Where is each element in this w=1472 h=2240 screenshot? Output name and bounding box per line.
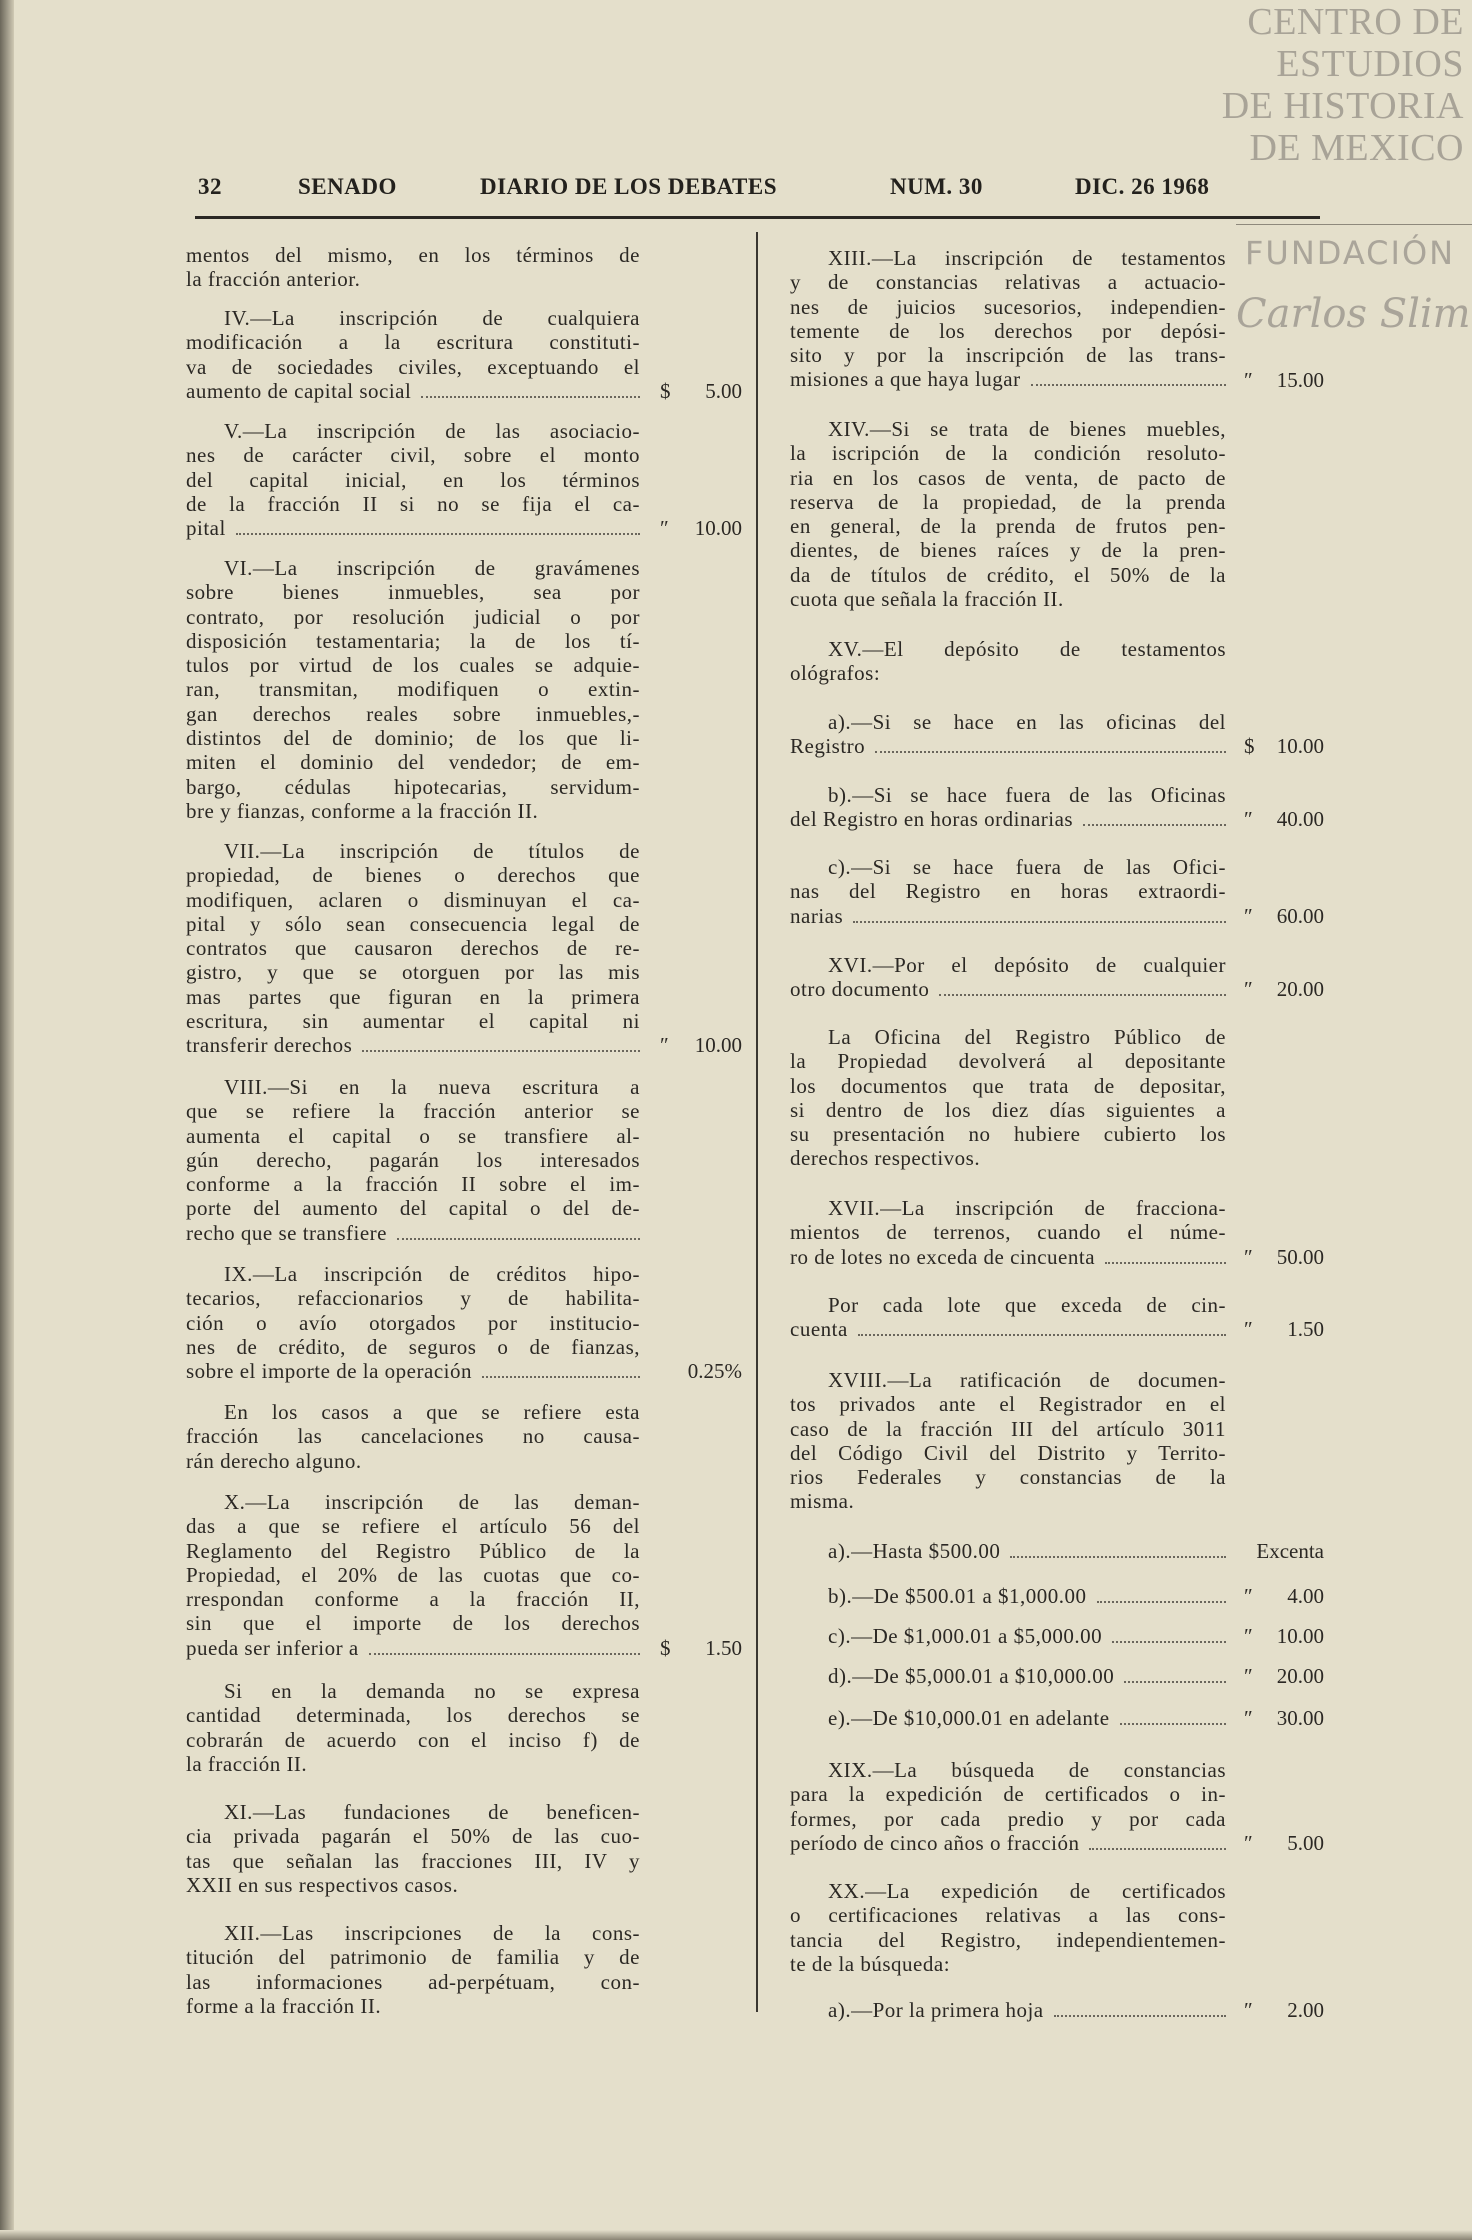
fee-prefix: $ [660, 378, 671, 403]
text-line: la fracción anterior. [186, 267, 361, 292]
text-line [790, 977, 1226, 1001]
text-line: XIII.—La inscripción de testamentos [828, 246, 1226, 270]
text-line: sobre bienes inmuebles, sea por [186, 580, 640, 605]
text-line: escritura, sin aumentar el capital ni [186, 1009, 640, 1034]
fee-value: 30.00 [1276, 1706, 1324, 1730]
dot-leader [1105, 1261, 1226, 1264]
text-line: das a que se refiere el artículo 56 del [186, 1514, 640, 1539]
fee-prefix: ″ [1244, 1624, 1253, 1648]
text-line-content: otro documento [790, 977, 930, 1002]
text-line: te de la búsqueda: [790, 1951, 951, 1976]
text-line: XXII en sus respectivos casos. [186, 1872, 459, 1897]
text-line: cantidad determinada, los derechos se [186, 1703, 640, 1728]
paragraph-xiii [790, 246, 1226, 392]
fee-value: 1.50 [705, 1635, 742, 1660]
dot-leader [939, 993, 1226, 996]
text-line [790, 1317, 1226, 1341]
text-line: nes de crédito, de seguros o de fianzas, [186, 1334, 640, 1359]
text-line: gistro, y que se otorguen por las mis [186, 960, 640, 985]
text-line: tancia del Registro, independientemen- [790, 1927, 1226, 1952]
dot-leader [1089, 1847, 1226, 1850]
fee-prefix: $ [660, 1635, 671, 1660]
text-line: ria en los casos de venta, de pacto de [790, 465, 1226, 490]
fee-value: 4.00 [1287, 1584, 1324, 1608]
text-line: XIX.—La búsqueda de constancias [828, 1758, 1226, 1782]
fee-prefix: ″ [1244, 367, 1253, 392]
text-line: mientos de terrenos, cuando el núme- [790, 1220, 1226, 1245]
text-line [186, 1359, 640, 1383]
fee-value: 0.25% [687, 1359, 742, 1384]
text-line: XI.—Las fundaciones de beneficen- [224, 1800, 640, 1824]
dot-leader [1010, 1555, 1226, 1558]
text-line: gún derecho, pagarán los interesados [186, 1147, 640, 1172]
text-line-content: período de cinco años o fracción [790, 1830, 1080, 1855]
fee-value: 10.00 [1276, 1624, 1324, 1648]
text-line: Reglamento del Registro Público de la [186, 1538, 640, 1563]
text-line: mentos del mismo, en los términos de [186, 243, 640, 267]
text-line: caso de la fracción III del artículo 3011 [790, 1416, 1226, 1441]
text-line: si dentro de los diez días siguientes a [790, 1097, 1226, 1122]
text-line: VIII.—Si en la nueva escritura a [224, 1075, 640, 1099]
text-line: de la fracción II si no se fija el ca- [186, 491, 640, 516]
fee-amount [1244, 1584, 1324, 1608]
dot-leader [1031, 383, 1226, 386]
text-line: XII.—Las inscripciones de la cons- [224, 1921, 640, 1945]
page-number: 32 [198, 174, 222, 199]
text-line: dientes, de bienes raíces y de la pren- [790, 538, 1226, 563]
text-line: y de constancias relativas a actuacio- [790, 270, 1226, 295]
text-line: b).—Si se hace fuera de las Oficinas [828, 783, 1226, 807]
text-line: la iscripción de la condición resoluto- [790, 441, 1226, 466]
text-line [790, 904, 1226, 928]
text-line: IV.—La inscripción de cualquiera [224, 306, 640, 330]
dot-leader [1124, 1680, 1226, 1683]
text-line: del Código Civil del Distrito y Territo- [790, 1440, 1226, 1465]
text-line-content: a).—Por la primera hoja [828, 1998, 1044, 2022]
fee-value: Excenta [1256, 1539, 1324, 1563]
text-line-content: pital [186, 516, 226, 541]
dot-leader [1112, 1640, 1226, 1643]
text-line [186, 1221, 640, 1245]
text-line: la fracción II. [186, 1751, 308, 1776]
text-line: sin que el importe de los derechos [186, 1611, 640, 1636]
text-line [790, 1539, 1226, 1563]
fee-value: 15.00 [1276, 367, 1324, 392]
paragraph-ix [186, 1262, 640, 1383]
fee-prefix: ″ [660, 516, 669, 541]
text-line: XVII.—La inscripción de fracciona- [828, 1196, 1226, 1220]
text-line [790, 1245, 1226, 1269]
text-line: derechos respectivos. [790, 1146, 981, 1171]
text-line-content: misiones a que haya lugar [790, 367, 1021, 392]
fee-amount [1244, 1317, 1324, 1341]
paragraph-viii [186, 1075, 640, 1245]
text-line: XV.—El depósito de testamentos [828, 637, 1226, 661]
paragraph-xv [790, 637, 1226, 686]
text-line [186, 516, 640, 540]
text-line: ológrafos: [790, 661, 881, 686]
fee-value: 50.00 [1276, 1244, 1324, 1269]
text-line-content: d).—De $5,000.01 a $10,000.00 [828, 1664, 1115, 1688]
text-line [790, 1664, 1226, 1688]
fee-value: 10.00 [694, 1033, 742, 1058]
fee-amount [1244, 807, 1324, 831]
text-line: titución del patrimonio de familia y de [186, 1945, 640, 1970]
text-line: rrespondan conforme a la fracción II, [186, 1587, 640, 1612]
fee-prefix: $ [1244, 734, 1255, 759]
text-line-content: b).—De $500.01 a $1,000.00 [828, 1584, 1087, 1608]
text-line: XVIII.—La ratificación de documen- [828, 1368, 1226, 1392]
paragraph-ix-note [186, 1400, 640, 1473]
fee-amount [660, 1033, 742, 1057]
dot-leader [1097, 1600, 1226, 1603]
text-line: tecarios, refaccionarios y de habilita- [186, 1286, 640, 1311]
paragraph-xv-a [790, 710, 1226, 759]
dot-leader [1083, 823, 1226, 826]
text-line: Propiedad, el 20% de las cuotas que co- [186, 1562, 640, 1587]
fee-value: 1.50 [1287, 1317, 1324, 1342]
fee-prefix: ″ [1244, 1706, 1253, 1730]
dot-leader [853, 920, 1226, 923]
text-line [790, 807, 1226, 831]
fee-value: 20.00 [1276, 977, 1324, 1002]
dot-leader [369, 1652, 640, 1655]
fee-prefix: ″ [1244, 1317, 1253, 1342]
text-line-content: narias [790, 903, 844, 928]
text-line [790, 1998, 1226, 2022]
text-line: disposición testamentaria; la de los tí- [186, 628, 640, 653]
fee-value: 60.00 [1276, 903, 1324, 928]
text-line: propiedad, de bienes o derechos que [186, 863, 640, 888]
text-line-content: ro de lotes no exceda de cincuenta [790, 1244, 1096, 1269]
paragraph-xii [186, 1921, 640, 2018]
text-line: tulos por virtud de los cuales se adquie- [186, 653, 640, 678]
text-line-content: c).—De $1,000.01 a $5,000.00 [828, 1624, 1103, 1648]
fee-prefix: ″ [1244, 1584, 1253, 1608]
paragraph-xvii-b [790, 1293, 1226, 1342]
dot-leader [875, 750, 1226, 753]
text-line [790, 1706, 1226, 1730]
fee-amount [660, 379, 742, 403]
text-line: VII.—La inscripción de títulos de [224, 839, 640, 863]
text-line: misma. [790, 1489, 855, 1514]
text-line: cuota que señala la fracción II. [790, 587, 1064, 612]
text-line: en general, de la prenda de frutos pen- [790, 514, 1226, 539]
text-line: tas que señalan las fracciones III, IV y [186, 1848, 640, 1873]
paragraph-xviii-b [790, 1584, 1226, 1608]
text-line: nas del Registro en horas extraordi- [790, 879, 1226, 904]
text-line: contratos que causaron derechos de re- [186, 936, 640, 961]
text-line: Por cada lote que exceda de cin- [828, 1293, 1226, 1317]
paragraph-x [186, 1490, 640, 1660]
fee-prefix: ″ [660, 1033, 669, 1058]
text-line: cia privada pagarán el 50% de las cuo- [186, 1824, 640, 1849]
publication-title: DIARIO DE LOS DEBATES [480, 174, 778, 199]
fee-prefix: ″ [1244, 903, 1253, 928]
paragraph-v [186, 419, 640, 540]
fee-amount [1244, 734, 1324, 758]
watermark-line: DE MEXICO [1249, 127, 1464, 169]
fee-prefix: ″ [1244, 1998, 1253, 2022]
text-line: las informaciones ad-perpétuam, con- [186, 1969, 640, 1994]
text-line: distintos del de dominio; de los que li- [186, 726, 640, 751]
paragraph-xviii-e [790, 1706, 1226, 1730]
scan-edge-left [0, 0, 14, 2240]
text-line: VI.—La inscripción de gravámenes [224, 556, 640, 580]
text-line [790, 367, 1226, 391]
text-line [186, 379, 640, 403]
dot-leader [858, 1333, 1226, 1336]
text-line: forme a la fracción II. [186, 1993, 382, 2018]
text-line-content: recho que se transfiere [186, 1220, 387, 1245]
text-line-content: del Registro en horas ordinarias [790, 807, 1074, 832]
text-line: bargo, cédulas hipotecarias, servidum- [186, 774, 640, 799]
fee-prefix: ″ [1244, 1664, 1253, 1688]
fee-value: 20.00 [1276, 1664, 1324, 1688]
text-line: conforme a la fracción II sobre el im- [186, 1172, 640, 1197]
text-line [790, 1831, 1226, 1855]
paragraph-vii [186, 839, 640, 1058]
text-line: los documentos que trata de depositar, [790, 1073, 1226, 1098]
fee-value: 10.00 [1276, 734, 1324, 759]
paragraph-xviii-d [790, 1664, 1226, 1688]
fee-amount [1244, 904, 1324, 928]
paragraph-xviii-a [790, 1539, 1226, 1563]
watermark-line: DE HISTORIA [1221, 85, 1464, 127]
paragraph-xvi [790, 953, 1226, 1002]
dot-leader [1054, 2014, 1226, 2017]
paragraph-xx-a [790, 1998, 1226, 2022]
text-line: IX.—La inscripción de créditos hipo- [224, 1262, 640, 1286]
text-line: modificación a la escritura constituti- [186, 330, 640, 355]
dot-leader [397, 1237, 640, 1240]
fee-amount [1244, 977, 1324, 1001]
text-line [790, 1584, 1226, 1608]
paragraph-xiv [790, 417, 1226, 611]
text-line-content: transferir derechos [186, 1033, 353, 1058]
dot-leader [421, 395, 640, 398]
text-line: contrato, por resolución judicial o por [186, 604, 640, 629]
watermark-signature: Carlos Slim [1236, 291, 1471, 337]
watermark-line: ESTUDIOS [1276, 43, 1464, 85]
fee-amount [1244, 1998, 1324, 2022]
paragraph-iv [186, 306, 640, 403]
text-line-content: e).—De $10,000.01 en adelante [828, 1706, 1110, 1730]
text-line-content: sobre el importe de la operación [186, 1359, 472, 1384]
fee-prefix: ″ [1244, 1244, 1253, 1269]
fee-amount [1244, 1664, 1324, 1688]
fee-value: 2.00 [1287, 1998, 1324, 2022]
paragraph-xvi-note [790, 1025, 1226, 1171]
watermark-foundation: FUNDACIÓN [1245, 234, 1456, 272]
text-line: nes de carácter civil, sobre el monto [186, 443, 640, 468]
dot-leader [1120, 1722, 1226, 1725]
text-line: da de títulos de crédito, el 50% de la [790, 562, 1226, 587]
text-line: ran, transmitan, modifiquen o extin- [186, 677, 640, 702]
text-line: reserva de la propiedad, de la prenda [790, 489, 1226, 514]
text-line-content: pueda ser inferior a [186, 1635, 359, 1660]
paragraph-xi [186, 1800, 640, 1897]
paragraph-xvii [790, 1196, 1226, 1269]
text-line: temente de los derechos por depósi- [790, 318, 1226, 343]
text-line: aumenta el capital o se transfiere al- [186, 1123, 640, 1148]
text-line: XVI.—Por el depósito de cualquier [828, 953, 1226, 977]
text-line: miten el dominio del vendedor; de em- [186, 750, 640, 775]
issue-date: DIC. 26 1968 [1075, 174, 1210, 199]
paragraph-xviii-c [790, 1624, 1226, 1648]
text-line: c).—Si se hace fuera de las Ofici- [828, 855, 1226, 879]
text-line: va de sociedades civiles, exceptuando el [186, 354, 640, 379]
paragraph-cont [186, 243, 640, 292]
text-line: X.—La inscripción de las deman- [224, 1490, 640, 1514]
text-line: sito y por la inscripción de las trans- [790, 343, 1226, 368]
watermark-line: CENTRO DE [1247, 1, 1464, 43]
text-line: mas partes que figuran en la primera [186, 984, 640, 1009]
text-line-content: Registro [790, 734, 866, 759]
text-line: a).—Si se hace en las oficinas del [828, 710, 1226, 734]
text-line [790, 1624, 1226, 1648]
fee-amount [1244, 1831, 1324, 1855]
text-line: modifiquen, aclaren o disminuyan el ca- [186, 887, 640, 912]
paragraph-vi [186, 556, 640, 823]
watermark-rule [1236, 224, 1472, 225]
paragraph-xv-c [790, 855, 1226, 928]
header-rule [195, 216, 1320, 219]
dot-leader [482, 1375, 640, 1378]
paragraph-xv-b [790, 783, 1226, 832]
fee-amount [1244, 1245, 1324, 1269]
fee-value: 5.00 [1287, 1830, 1324, 1855]
text-line: fracción las cancelaciones no causa- [186, 1424, 640, 1449]
paragraph-xviii [790, 1368, 1226, 1514]
text-line: porte del aumento del capital o del de- [186, 1196, 640, 1221]
text-line: La Oficina del Registro Público de [828, 1025, 1226, 1049]
fee-prefix: ″ [1244, 1830, 1253, 1855]
text-line: para la expedición de certificados o in- [790, 1782, 1226, 1807]
paragraph-x-note [186, 1679, 640, 1776]
text-line: En los casos a que se refiere esta [224, 1400, 640, 1424]
text-line: que se refiere la fracción anterior se [186, 1099, 640, 1124]
text-line: o certificaciones relativas a las cons- [790, 1903, 1226, 1928]
dot-leader [362, 1049, 640, 1052]
paragraph-xix [790, 1758, 1226, 1855]
text-line: rios Federales y constancias de la [790, 1465, 1226, 1490]
text-line: tos privados ante el Registrador en el [790, 1392, 1226, 1417]
fee-amount [1244, 1624, 1324, 1648]
text-line: XIV.—Si se trata de bienes muebles, [828, 417, 1226, 441]
text-line: XX.—La expedición de certificados [828, 1879, 1226, 1903]
fee-amount [660, 516, 742, 540]
text-line: la Propiedad devolverá al depositante [790, 1049, 1226, 1074]
fee-value: 10.00 [694, 516, 742, 541]
fee-amount [1230, 1539, 1324, 1563]
text-line: del capital inicial, en los términos [186, 467, 640, 492]
text-line: nes de juicios sucesorios, independien- [790, 294, 1226, 319]
text-line [186, 1033, 640, 1057]
text-line: su presentación no hubiere cubierto los [790, 1122, 1226, 1147]
text-line: ción o avío otorgados por institucio- [186, 1310, 640, 1335]
text-line: bre y fianzas, conforme a la fracción II. [186, 798, 539, 823]
text-line-content: a).—Hasta $500.00 [828, 1539, 1001, 1563]
text-line: cobrarán de acuerdo con el inciso f) de [186, 1727, 640, 1752]
text-line-content: aumento de capital social [186, 378, 412, 403]
text-line: rán derecho alguno. [186, 1448, 362, 1473]
text-line [790, 734, 1226, 758]
issue-number: NUM. 30 [890, 174, 983, 199]
text-line-content: cuenta [790, 1317, 848, 1342]
fee-value: 40.00 [1276, 807, 1324, 832]
fee-value: 5.00 [705, 378, 742, 403]
chamber-name: SENADO [298, 174, 397, 199]
text-line [186, 1636, 640, 1660]
text-line: gan derechos reales sobre inmuebles,- [186, 701, 640, 726]
text-line: pital y sólo sean consecuencia legal de [186, 911, 640, 936]
fee-amount [660, 1359, 742, 1383]
scan-edge-bottom [0, 2230, 1472, 2240]
column-divider [756, 232, 758, 2012]
text-line: Si en la demanda no se expresa [224, 1679, 640, 1703]
paragraph-xx [790, 1879, 1226, 1976]
fee-amount [1244, 368, 1324, 392]
text-line: V.—La inscripción de las asociacio- [224, 419, 640, 443]
fee-prefix: ″ [1244, 807, 1253, 832]
fee-prefix: ″ [1244, 977, 1253, 1002]
fee-amount [1244, 1706, 1324, 1730]
fee-amount [660, 1636, 742, 1660]
dot-leader [236, 532, 640, 535]
text-line: formes, por cada predio y por cada [790, 1806, 1226, 1831]
